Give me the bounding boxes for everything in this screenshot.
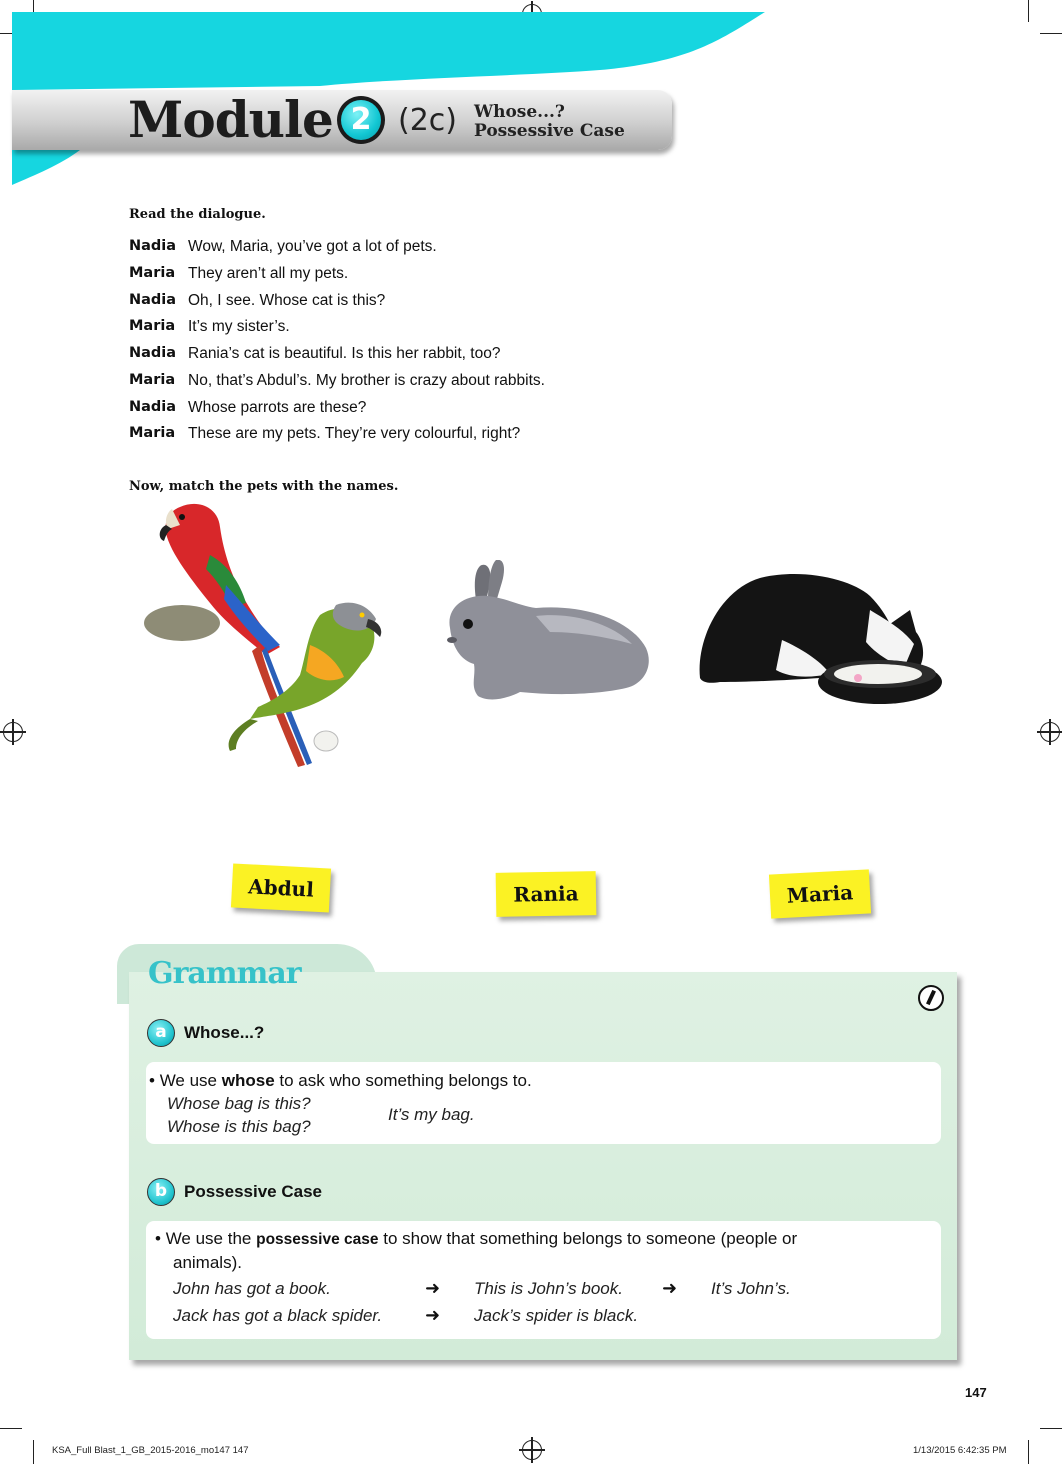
arrow-icon: ➜ bbox=[425, 1305, 441, 1325]
arrow-icon: ➜ bbox=[425, 1278, 441, 1298]
name-note-rania: Rania bbox=[496, 871, 597, 917]
section-a-rule: • We use whose to ask who something belongs to. bbox=[149, 1071, 532, 1090]
footer-file: KSA_Full Blast_1_GB_2015-2016_mo147 147 bbox=[52, 1445, 249, 1456]
module-number-badge: 2 bbox=[337, 96, 385, 144]
crop-mark bbox=[1028, 1440, 1029, 1464]
parrots-image bbox=[140, 495, 400, 775]
example-question-1: Whose bag is this? bbox=[167, 1094, 311, 1113]
section-b-heading: Possessive Case bbox=[184, 1182, 322, 1201]
section-b-bubble: b bbox=[147, 1178, 175, 1206]
arrow-icon: ➜ bbox=[662, 1278, 678, 1298]
page-number: 147 bbox=[965, 1385, 987, 1400]
name-note-abdul: Abdul bbox=[231, 863, 331, 912]
example-2-sentence: Jack has got a black spider. bbox=[173, 1306, 383, 1325]
section-b-rule-line2: animals). bbox=[173, 1253, 242, 1272]
section-a-heading: Whose...? bbox=[184, 1023, 265, 1042]
module-title: Module bbox=[128, 90, 333, 149]
section-a-bubble: a bbox=[147, 1019, 175, 1047]
cat-image bbox=[690, 570, 950, 720]
example-answer: It’s my bag. bbox=[388, 1105, 475, 1124]
grammar-reference-icon bbox=[918, 985, 944, 1011]
example-2-possessive: Jack’s spider is black. bbox=[474, 1306, 639, 1325]
section-b-rule: • We use the possessive case to show that something belongs to someone (people or bbox=[155, 1229, 798, 1248]
example-1-short: It’s John’s. bbox=[711, 1279, 791, 1298]
match-instruction: Now, match the pets with the names. bbox=[129, 479, 399, 494]
lesson-code: (2c) bbox=[398, 103, 457, 138]
dialogue-instruction: Read the dialogue. bbox=[129, 207, 266, 222]
registration-mark-icon bbox=[522, 1440, 542, 1460]
registration-mark-icon bbox=[3, 722, 23, 742]
name-note-maria: Maria bbox=[769, 869, 871, 918]
grammar-title: Grammar bbox=[148, 956, 301, 991]
crop-mark bbox=[1040, 1428, 1062, 1429]
example-1-sentence: John has got a book. bbox=[173, 1279, 331, 1298]
crop-mark bbox=[33, 1440, 34, 1464]
example-question-2: Whose is this bag? bbox=[167, 1117, 311, 1136]
registration-mark-icon bbox=[1040, 722, 1060, 742]
lesson-subtitle: Whose...? Possessive Case bbox=[474, 102, 625, 141]
crop-mark bbox=[0, 1428, 22, 1429]
example-1-possessive: This is John’s book. bbox=[474, 1279, 623, 1298]
rabbit-image bbox=[440, 560, 655, 705]
footer-timestamp: 1/13/2015 6:42:35 PM bbox=[913, 1445, 1007, 1456]
